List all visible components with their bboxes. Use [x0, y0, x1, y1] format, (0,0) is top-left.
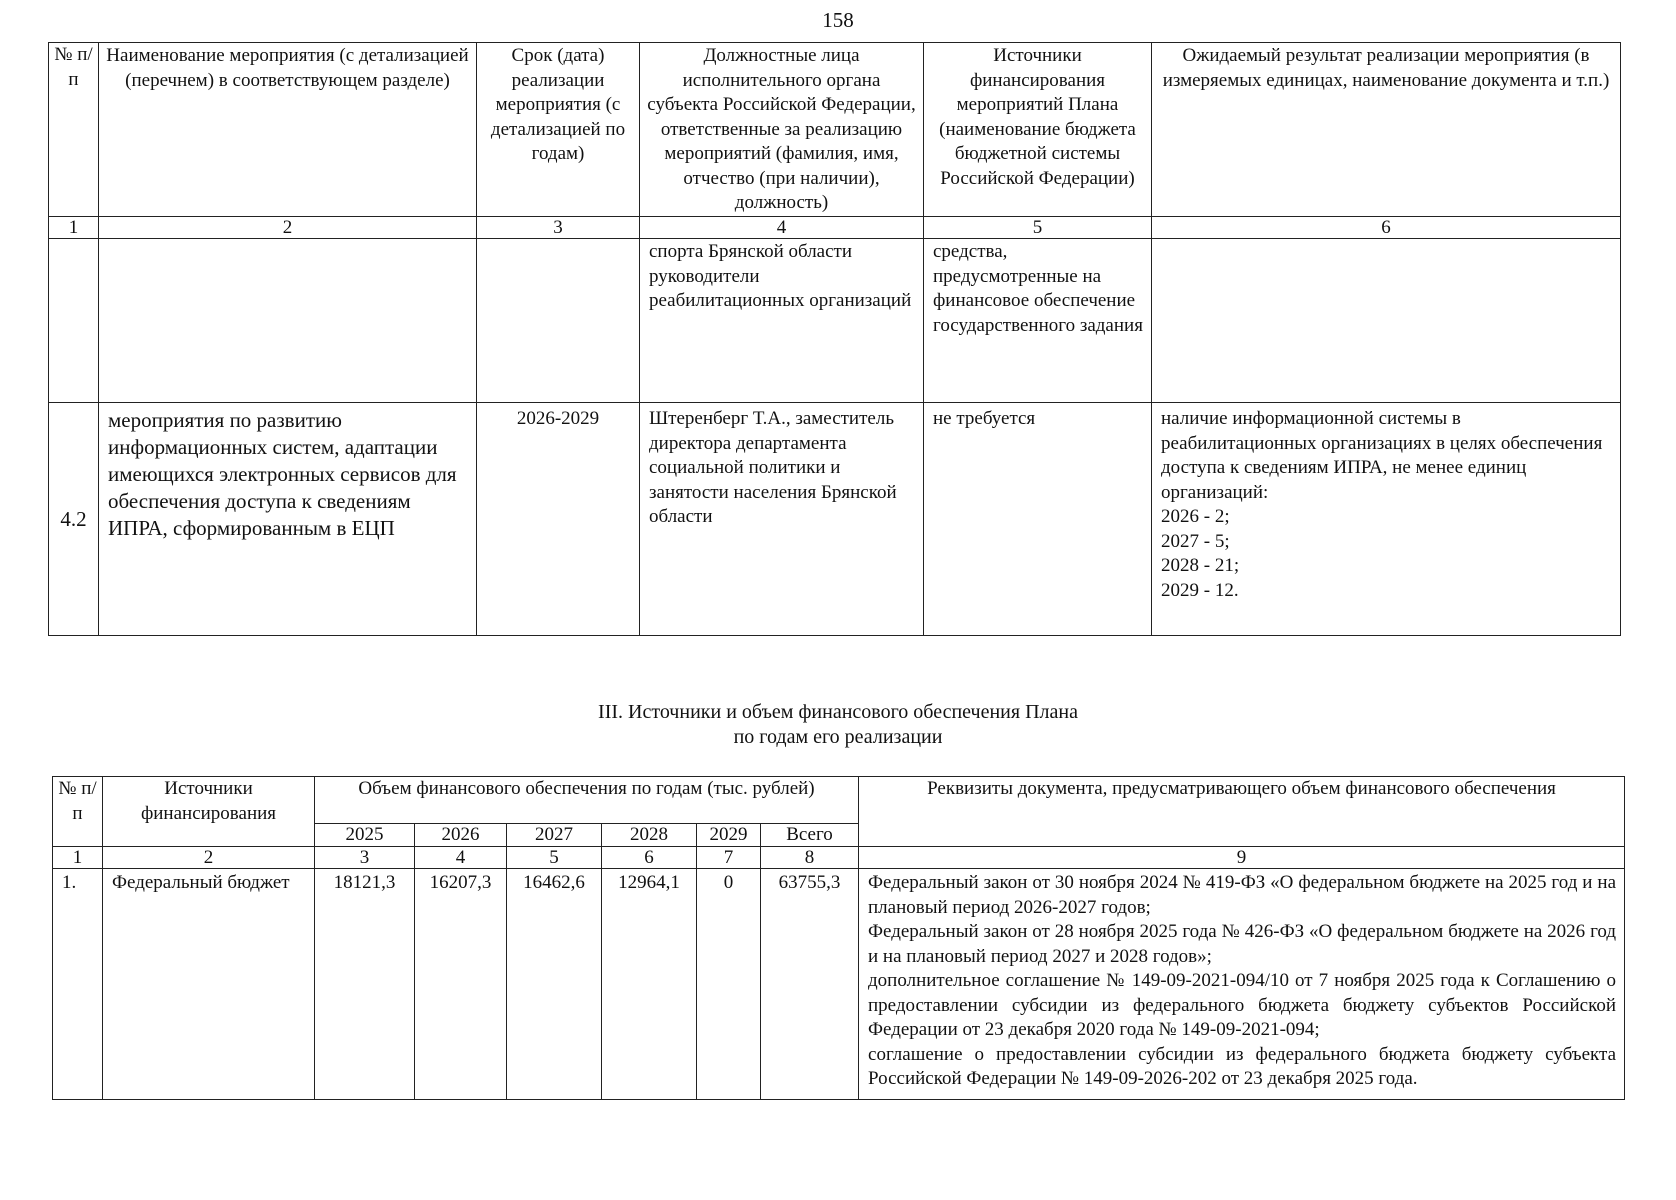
header-period: Срок (дата) реализации мероприятия (с детализацией по годам) [477, 43, 640, 217]
column-numbers-row [49, 217, 1621, 239]
header-requisites: Реквизиты документа, предусматривающего объем финансового обеспечения [859, 777, 1625, 847]
column-numbers-row [53, 847, 1625, 869]
column-number: 2 [99, 217, 477, 239]
activities-table [48, 42, 1621, 636]
header-year: 2029 [697, 824, 761, 847]
continuation-row [49, 239, 1621, 403]
document-item: соглашение о предоставлении субсидии из федерального бюджета бюджету субъекта Российской Федерации № 149-09-2026-202 от 23 декабря 2025 года. [868, 1043, 1617, 1089]
column-number: 5 [924, 217, 1152, 239]
header-activity-name: Наименование мероприятия (с детализацией (перечнем) в соответствующем разделе) [99, 43, 477, 217]
financing-header-row [53, 777, 1625, 824]
column-number: 7 [697, 847, 761, 869]
column-number: 1 [53, 847, 103, 869]
column-number: 1 [49, 217, 99, 239]
column-number: 3 [477, 217, 640, 239]
row-number: 4.2 [49, 403, 99, 636]
column-number: 6 [602, 847, 697, 869]
document-item: дополнительное соглашение № 149-09-2021-094/10 от 7 ноября 2025 года к Соглашению о предоставлении субсидии из федерального бюджета бюджету субъектов Российской Федерации от 23 декабря 2020 года № 149-09-2021-094; [868, 970, 1617, 1040]
header-funding-sources: Источники финансирования мероприятий Плана (наименование бюджета бюджетной системы Российской Федерации) [924, 43, 1152, 217]
cell-funding: средства, предусмотренные на финансовое обеспечение государственного задания [924, 239, 1152, 403]
financing-table [52, 776, 1625, 1100]
column-number: 8 [761, 847, 859, 869]
header-year: 2028 [602, 824, 697, 847]
header-year: 2025 [315, 824, 415, 847]
cell-period [477, 239, 640, 403]
document-requisites [859, 869, 1625, 1100]
section-title [0, 700, 1676, 750]
column-number: 6 [1152, 217, 1621, 239]
header-total: Всего [761, 824, 859, 847]
cell-responsible: спорта Брянской области руководители реабилитационных организаций [640, 239, 924, 403]
result-intro: наличие информационной системы в реабилитационных организациях в целях обеспечения доступа к сведениям ИПРА, не менее единиц организаций: [1161, 408, 1603, 503]
cell-activity-name [99, 239, 477, 403]
table-row [49, 403, 1621, 636]
value-2026: 16207,3 [415, 869, 507, 1100]
value-2029: 0 [697, 869, 761, 1100]
activity-funding: не требуется [924, 403, 1152, 636]
cell-result [1152, 239, 1621, 403]
header-year: 2026 [415, 824, 507, 847]
column-number: 4 [640, 217, 924, 239]
header-number: № п/п [49, 43, 99, 217]
header-year: 2027 [507, 824, 602, 847]
section-title-line: III. Источники и объем финансового обеспечения Плана [598, 701, 1078, 723]
header-responsible: Должностные лица исполнительного органа субъекта Российской Федерации, ответственные за реализацию мероприятий (фамилия, имя, отчество (при наличии), должность) [640, 43, 924, 217]
header-expected-result: Ожидаемый результат реализации мероприятия (в измеряемых единицах, наименование документа и т.п.) [1152, 43, 1621, 217]
page-number: 158 [822, 8, 854, 32]
header-sources: Источники финансирования [103, 777, 315, 847]
row-number: 1. [53, 869, 103, 1100]
table-row [53, 869, 1625, 1100]
result-year-item: 2029 - 12. [1161, 579, 1239, 601]
activity-responsible: Штеренберг Т.А., заместитель директора департамента социальной политики и занятости населения Брянской области [640, 403, 924, 636]
column-number: 5 [507, 847, 602, 869]
result-year-item: 2027 - 5; [1161, 530, 1230, 552]
activities-header-row [49, 43, 1621, 217]
column-number: 3 [315, 847, 415, 869]
funding-source: Федеральный бюджет [103, 869, 315, 1100]
result-year-item: 2026 - 2; [1161, 506, 1230, 527]
value-2027: 16462,6 [507, 869, 602, 1100]
column-number: 2 [103, 847, 315, 869]
document-item: Федеральный закон от 30 ноября 2024 № 419-ФЗ «О федеральном бюджете на 2025 год и на плановый период 2026-2027 годов; [868, 872, 1617, 918]
column-number: 9 [859, 847, 1625, 869]
document-item: Федеральный закон от 28 ноября 2025 года № 426-ФЗ «О федеральном бюджете на 2026 год и на плановый период 2027 и 2028 годов»; [868, 921, 1617, 967]
header-number: № п/п [53, 777, 103, 847]
value-2025: 18121,3 [315, 869, 415, 1100]
cell-number [49, 239, 99, 403]
activity-result [1152, 403, 1621, 636]
result-year-item: 2028 - 21; [1161, 555, 1240, 576]
section-subtitle-line: по годам его реализации [733, 726, 943, 748]
column-number: 4 [415, 847, 507, 869]
header-volume: Объем финансового обеспечения по годам (тыс. рублей) [315, 777, 859, 824]
activity-name: мероприятия по развитию информационных систем, адаптации имеющихся электронных сервисов для обеспечения доступа к сведениям ИПРА, сформированным в ЕЦП [99, 403, 477, 636]
value-2028: 12964,1 [602, 869, 697, 1100]
value-total: 63755,3 [761, 869, 859, 1100]
activity-period: 2026-2029 [477, 403, 640, 636]
